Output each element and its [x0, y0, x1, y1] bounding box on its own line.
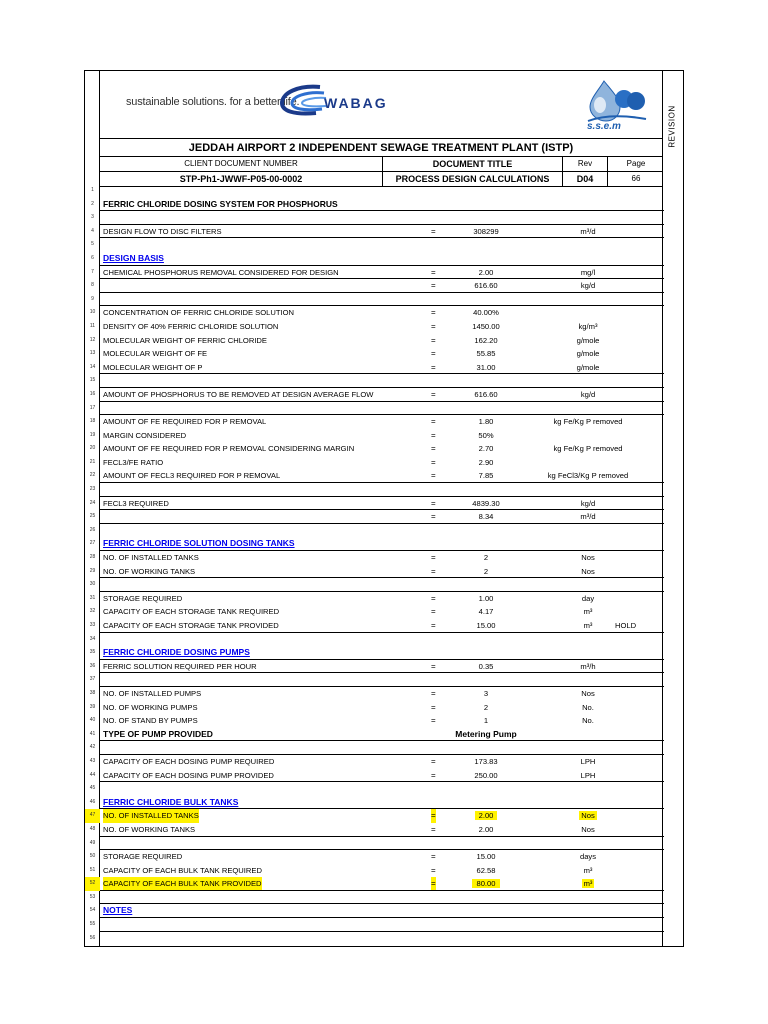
row-value: 173.83 [474, 756, 498, 766]
row-number: 29 [89, 567, 96, 574]
equals-sign: = [431, 444, 436, 454]
wabag-swirl-icon [268, 81, 328, 121]
row-number: 38 [89, 689, 96, 696]
row-value-highlight: 80.00 [472, 879, 499, 888]
equals-sign: = [431, 498, 436, 508]
row-unit: LPH [580, 770, 596, 780]
client-doc-number-value: STP-Ph1-JWWF-P05-00-0002 [100, 172, 383, 186]
row-number: 14 [89, 363, 96, 370]
row-number: 16 [89, 390, 96, 397]
row-number: 7 [91, 268, 94, 275]
equals-sign: = [431, 389, 436, 399]
row-value: 4839.30 [472, 498, 500, 508]
row-description: NO. OF STAND BY PUMPS [103, 716, 198, 726]
table-row [85, 633, 664, 647]
row-unit: kg/m³ [578, 321, 598, 331]
table-row [85, 238, 664, 252]
row-description: NO. OF WORKING TANKS [103, 566, 196, 576]
row-unit: kg Fe/Kg P removed [553, 444, 623, 454]
row-unit-highlight: Nos [581, 811, 595, 821]
table-row [85, 877, 664, 891]
table-row [85, 741, 664, 755]
row-number: 17 [89, 404, 96, 411]
row-number: 32 [89, 608, 96, 615]
row-number: 1 [91, 187, 94, 193]
row-description: DESIGN FLOW TO DISC FILTERS [103, 226, 222, 236]
row-unit-highlight: m³ [583, 879, 593, 889]
equals-sign: = [431, 877, 436, 891]
row-value: 7.85 [478, 471, 494, 481]
equals-sign: = [431, 824, 436, 834]
row-number: 26 [89, 526, 96, 533]
header-labels-row [100, 157, 662, 172]
row-number: 54 [89, 907, 96, 914]
equals-sign: = [431, 362, 436, 372]
row-unit: LPH [580, 756, 596, 766]
row-value: 55.85 [476, 349, 496, 359]
ssem-logo-text: s.s.e.m [587, 121, 621, 132]
calculation-rows [85, 184, 664, 945]
table-row [85, 184, 664, 198]
table-row [85, 755, 664, 769]
row-value: 1 [483, 716, 489, 726]
row-unit: g/mole [576, 349, 600, 359]
row-value: 2.70 [478, 444, 494, 454]
row-note: HOLD [615, 621, 637, 630]
table-row [85, 320, 664, 334]
table-row [85, 673, 664, 687]
row-number: 53 [89, 893, 96, 900]
row-description: NO. OF INSTALLED PUMPS [103, 688, 202, 698]
table-row [85, 293, 664, 307]
equals-sign: = [431, 607, 436, 617]
row-value: 15.00 [476, 852, 496, 862]
row-unit: m³/d [580, 512, 596, 522]
row-number: 20 [89, 445, 96, 452]
wabag-tagline: sustainable solutions. for a better life. [126, 96, 300, 108]
row-unit: No. [582, 716, 594, 726]
table-row [85, 605, 664, 619]
row-value [445, 877, 527, 891]
row-number: 37 [89, 676, 96, 683]
row-unit [537, 877, 639, 891]
table-row [85, 837, 664, 851]
row-value: 1.00 [478, 593, 494, 603]
page-label: Page [626, 159, 646, 168]
table-row [85, 619, 664, 633]
row-unit: days [579, 852, 597, 862]
table-row [85, 551, 664, 565]
table-row [85, 361, 664, 375]
ssem-logo-icon [580, 77, 650, 125]
row-description: CAPACITY OF EACH BULK TANK REQUIRED [103, 865, 262, 875]
equals-sign: = [431, 702, 436, 712]
table-row [85, 198, 664, 212]
row-description: MOLECULAR WEIGHT OF P [103, 362, 203, 372]
table-row [85, 796, 664, 810]
equals-sign: = [431, 770, 436, 780]
row-value: 616.60 [474, 389, 498, 399]
row-number: 25 [89, 513, 96, 520]
table-row [85, 646, 664, 660]
rev-value: D04 [563, 172, 608, 186]
row-number: 41 [89, 730, 96, 737]
equals-sign: = [431, 321, 436, 331]
row-unit: kg/d [580, 498, 596, 508]
row-number: 28 [89, 554, 96, 561]
section-heading-link[interactable]: DESIGN BASIS [103, 252, 164, 263]
row-number: 34 [89, 635, 96, 642]
row-number: 30 [89, 581, 96, 588]
table-row [85, 469, 664, 483]
row-number: 47 [85, 809, 100, 823]
table-row [85, 334, 664, 348]
table-row [85, 252, 664, 266]
document-title-label: DOCUMENT TITLE [383, 157, 563, 171]
table-row [85, 415, 664, 429]
row-value: 308299 [473, 226, 499, 236]
row-description: NO. OF WORKING TANKS [103, 824, 196, 834]
table-row [85, 388, 664, 402]
table-row [85, 701, 664, 715]
table-row [85, 728, 664, 742]
row-description: TYPE OF PUMP PROVIDED [103, 728, 213, 739]
table-row [85, 782, 664, 796]
row-value: 4.17 [478, 607, 494, 617]
row-unit: kg/d [580, 389, 596, 399]
revision-label: REVISION [668, 104, 678, 148]
row-number: 21 [89, 458, 96, 465]
table-row [85, 524, 664, 538]
row-number: 24 [89, 499, 96, 506]
equals-sign: = [431, 430, 436, 440]
equals-sign: = [431, 512, 436, 522]
table-row [85, 483, 664, 497]
section-heading-link[interactable]: FERRIC CHLORIDE SOLUTION DOSING TANKS [103, 538, 295, 549]
row-description: NO. OF INSTALLED TANKS [103, 809, 199, 823]
row-number: 55 [89, 921, 96, 928]
section-heading-link[interactable]: NOTES [103, 905, 133, 916]
calculation-sheet [84, 70, 684, 947]
equals-sign: = [431, 335, 436, 345]
row-number: 2 [91, 200, 94, 207]
row-number: 5 [91, 241, 94, 248]
row-value: 250.00 [474, 770, 498, 780]
wabag-logo-text: WABAG [324, 95, 388, 111]
equals-sign: = [431, 865, 436, 875]
row-number: 22 [89, 472, 96, 479]
row-number: 27 [89, 540, 96, 547]
table-row [85, 578, 664, 592]
equals-sign: = [431, 756, 436, 766]
row-number: 40 [89, 717, 96, 724]
row-value: 3 [483, 688, 489, 698]
row-number: 44 [89, 771, 96, 778]
row-value: 2.90 [478, 457, 494, 467]
section-heading-link[interactable]: FERRIC CHLORIDE DOSING PUMPS [103, 647, 250, 658]
row-value: 8.34 [478, 512, 494, 522]
row-number: 42 [89, 744, 96, 751]
table-row [85, 850, 664, 864]
row-unit [537, 809, 639, 823]
row-value-highlight: 2.00 [475, 811, 498, 820]
row-number: 15 [89, 377, 96, 384]
equals-sign: = [431, 716, 436, 726]
document-title-value: PROCESS DESIGN CALCULATIONS [383, 172, 563, 186]
equals-sign: = [431, 417, 436, 427]
client-doc-number-label: CLIENT DOCUMENT NUMBER [100, 157, 383, 171]
row-unit: m³ [583, 607, 593, 617]
table-row [85, 279, 664, 293]
row-description: CONCENTRATION OF FERRIC CHLORIDE SOLUTION [103, 308, 294, 318]
row-number: 48 [89, 825, 96, 832]
row-value [445, 809, 527, 823]
table-row [85, 347, 664, 361]
table-row [85, 537, 664, 551]
row-description: DENSITY OF 40% FERRIC CHLORIDE SOLUTION [103, 321, 279, 331]
row-description: FECL3/FE RATIO [103, 457, 164, 467]
row-number: 45 [89, 785, 96, 792]
row-value: 162.20 [474, 335, 498, 345]
row-number: 39 [89, 703, 96, 710]
row-description: CAPACITY OF EACH STORAGE TANK REQUIRED [103, 607, 280, 617]
row-number: 23 [89, 486, 96, 493]
table-row [85, 891, 664, 905]
row-unit: day [581, 593, 595, 603]
table-row [85, 918, 664, 932]
row-number: 36 [89, 662, 96, 669]
equals-sign: = [431, 621, 436, 630]
page-value: 66 [631, 174, 641, 183]
row-number: 13 [89, 350, 96, 357]
equals-sign: = [431, 553, 436, 563]
equals-sign: = [431, 267, 436, 277]
equals-sign: = [431, 593, 436, 603]
row-description: FECL3 REQUIRED [103, 498, 169, 508]
row-number: 8 [91, 282, 94, 289]
row-value: 50% [478, 430, 494, 440]
row-number: 49 [89, 839, 96, 846]
row-value: 1450.00 [472, 321, 500, 331]
row-number: 18 [89, 418, 96, 425]
row-unit: Nos [581, 688, 595, 698]
equals-sign: = [431, 688, 436, 698]
table-row [85, 932, 664, 946]
row-description: MARGIN CONSIDERED [103, 430, 187, 440]
row-number: 3 [91, 214, 94, 221]
row-unit: m³ [583, 865, 593, 875]
row-number: 6 [91, 254, 94, 261]
row-number: 33 [89, 622, 96, 628]
table-row [85, 429, 664, 443]
table-row [85, 769, 664, 783]
equals-sign: = [431, 349, 436, 359]
row-unit: kg/d [580, 281, 596, 291]
row-number: 43 [89, 757, 96, 764]
row-description: AMOUNT OF FE REQUIRED FOR P REMOVAL [103, 417, 267, 427]
table-row [85, 809, 664, 823]
row-value: 2.00 [478, 267, 494, 277]
row-description: CAPACITY OF EACH BULK TANK PROVIDED [103, 877, 262, 891]
row-description: NO. OF WORKING PUMPS [103, 702, 198, 712]
row-description: AMOUNT OF FECL3 REQUIRED FOR P REMOVAL [103, 471, 281, 481]
equals-sign: = [431, 661, 436, 671]
row-number: 12 [89, 336, 96, 343]
row-description: STORAGE REQUIRED [103, 593, 183, 603]
row-unit: Nos [581, 553, 595, 563]
row-unit: Nos [581, 566, 595, 576]
table-row [85, 714, 664, 728]
table-row [85, 823, 664, 837]
row-number: 56 [89, 934, 96, 941]
row-unit: m³ [583, 621, 593, 630]
row-unit: mg/l [580, 267, 596, 277]
table-row [85, 402, 664, 416]
row-description: CAPACITY OF EACH STORAGE TANK PROVIDED [103, 621, 279, 630]
table-row [85, 266, 664, 280]
row-description: CHEMICAL PHOSPHORUS REMOVAL CONSIDERED FOR DESIGN [103, 267, 339, 277]
logo-header [100, 71, 662, 139]
table-row [85, 592, 664, 606]
table-row [85, 687, 664, 701]
section-heading-link[interactable]: FERRIC CHLORIDE BULK TANKS [103, 796, 239, 807]
row-number: 46 [89, 798, 96, 805]
table-row [85, 442, 664, 456]
row-value: 40.00% [473, 308, 499, 318]
row-number: 19 [89, 431, 96, 438]
row-unit: m³/h [580, 661, 596, 671]
row-unit: kg FeCl3/Kg P removed [547, 471, 629, 481]
row-value: 2.00 [478, 824, 494, 834]
equals-sign: = [431, 471, 436, 481]
row-value: 0.35 [478, 661, 494, 671]
project-title: JEDDAH AIRPORT 2 INDEPENDENT SEWAGE TREATMENT PLANT (ISTP) [100, 139, 662, 157]
row-number: 11 [89, 322, 96, 329]
equals-sign: = [431, 852, 436, 862]
row-number: 10 [89, 309, 96, 316]
row-number: 9 [91, 295, 94, 302]
rev-label: Rev [563, 157, 608, 171]
row-number: 51 [89, 866, 96, 873]
table-row [85, 306, 664, 320]
row-description: STORAGE REQUIRED [103, 852, 183, 862]
revision-column [662, 71, 683, 946]
row-value: Metering Pump [455, 728, 517, 739]
row-number: 35 [89, 649, 96, 656]
row-value: 62.58 [476, 865, 496, 875]
row-description: NO. OF INSTALLED TANKS [103, 553, 199, 563]
row-unit: g/mole [576, 362, 600, 372]
equals-sign: = [431, 457, 436, 467]
row-value: 31.00 [476, 362, 496, 372]
table-row [85, 211, 664, 225]
row-unit: m³/d [580, 226, 596, 236]
table-row [85, 565, 664, 579]
row-number: 52 [85, 877, 100, 891]
row-value: 15.00 [476, 621, 496, 630]
table-row [85, 225, 664, 239]
equals-sign: = [431, 226, 436, 236]
table-row [85, 904, 664, 918]
row-value: 616.60 [474, 281, 498, 291]
table-row [85, 660, 664, 674]
row-value: 2 [483, 566, 489, 576]
row-number: 31 [89, 594, 96, 601]
row-value: 1.80 [478, 417, 494, 427]
row-description: MOLECULAR WEIGHT OF FE [103, 349, 208, 359]
table-row [85, 456, 664, 470]
row-number: 4 [91, 227, 94, 234]
row-unit: Nos [581, 824, 595, 834]
row-value: 2 [483, 553, 489, 563]
row-description: FERRIC SOLUTION REQUIRED PER HOUR [103, 661, 257, 671]
row-unit: g/mole [576, 335, 600, 345]
table-row [85, 864, 664, 878]
table-row [85, 374, 664, 388]
row-value: 2 [483, 702, 489, 712]
table-row [85, 510, 664, 524]
row-number: 50 [89, 853, 96, 860]
equals-sign: = [431, 566, 436, 576]
equals-sign: = [431, 281, 436, 291]
equals-sign: = [431, 809, 436, 823]
row-description: AMOUNT OF FE REQUIRED FOR P REMOVAL CONSIDERING MARGIN [103, 444, 355, 454]
row-description: CAPACITY OF EACH DOSING PUMP REQUIRED [103, 756, 275, 766]
row-description: AMOUNT OF PHOSPHORUS TO BE REMOVED AT DESIGN AVERAGE FLOW [103, 389, 374, 399]
table-row [85, 497, 664, 511]
row-description: CAPACITY OF EACH DOSING PUMP PROVIDED [103, 770, 274, 780]
section-title: FERRIC CHLORIDE DOSING SYSTEM FOR PHOSPHORUS [103, 198, 338, 209]
row-unit: No. [582, 702, 594, 712]
row-unit: kg Fe/Kg P removed [553, 417, 623, 427]
row-description: MOLECULAR WEIGHT OF FERRIC CHLORIDE [103, 335, 267, 345]
equals-sign: = [431, 308, 436, 318]
